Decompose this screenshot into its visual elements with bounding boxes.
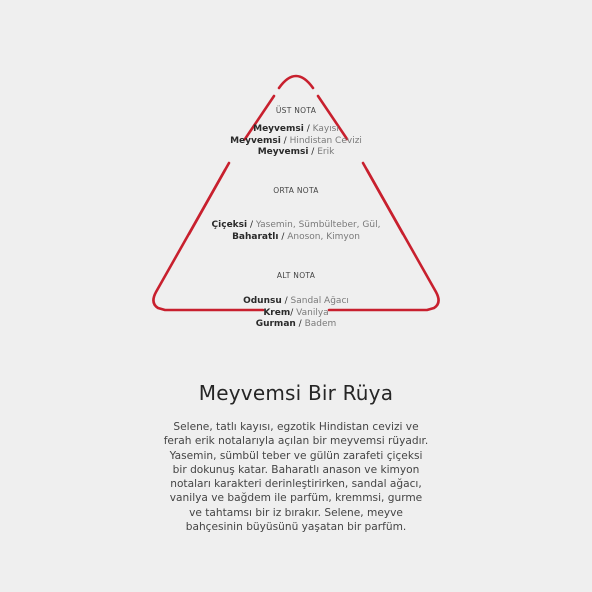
note-line bbox=[146, 308, 446, 320]
description-line: ve tahtamsı bir iz bırakır. Selene, meyve bbox=[189, 506, 403, 519]
note-separator: / bbox=[280, 135, 290, 146]
note-items: Anoson, Kimyon bbox=[287, 231, 360, 242]
note-items: Badem bbox=[304, 319, 337, 329]
note-line bbox=[146, 232, 446, 244]
note-items: Hindistan Cevizi bbox=[289, 135, 362, 146]
tier-middle bbox=[146, 186, 446, 243]
tier-label: ALT NOTA bbox=[276, 271, 316, 280]
note-category: Meyvemsi bbox=[253, 124, 304, 134]
note-separator: / bbox=[290, 307, 297, 318]
note-category: Baharatlı bbox=[232, 231, 279, 242]
note-line bbox=[146, 124, 446, 136]
note-category: Çiçeksi bbox=[211, 220, 248, 230]
note-category: Meyvemsi bbox=[230, 135, 281, 146]
note-items: Erik bbox=[317, 147, 335, 157]
product-title: Meyvemsi Bir Rüya bbox=[198, 381, 394, 405]
description-line: Yasemin, sümbül teber ve gülün zarafeti çiçeksi bbox=[169, 449, 423, 462]
description-line: Selene, tatlı kayısı, egzotik Hindistan cevizi ve bbox=[173, 421, 419, 433]
note-category: Odunsu bbox=[243, 296, 282, 306]
tier-label: ORTA NOTA bbox=[273, 186, 319, 195]
note-separator: / bbox=[247, 220, 256, 230]
triangle-apex bbox=[279, 76, 313, 88]
description-line: ferah erik notalarıyla açılan bir meyvemsi rüyadır. bbox=[163, 435, 429, 448]
note-separator: / bbox=[278, 231, 288, 242]
tier-base bbox=[146, 271, 446, 331]
description-line: vanilya ve bağdem ile parfüm, kremmsi, gurme bbox=[169, 492, 423, 505]
tier-top bbox=[146, 106, 446, 159]
description-line: bahçesinin büyüsünü yaşatan bir parfüm. bbox=[185, 521, 407, 534]
tier-label: ÜST NOTA bbox=[275, 106, 317, 115]
note-separator: / bbox=[303, 124, 313, 134]
note-line bbox=[146, 296, 446, 308]
note-separator: / bbox=[281, 296, 291, 306]
product-description bbox=[146, 420, 446, 534]
note-category: Krem bbox=[263, 307, 291, 318]
note-items: Yasemin, Sümbülteber, Gül, bbox=[255, 220, 381, 230]
description-line: notaları karakteri derinleştirirken, sandal ağacı, bbox=[170, 478, 422, 491]
note-items: Vanilya bbox=[296, 307, 329, 318]
note-items: Sandal Ağacı bbox=[290, 296, 349, 306]
note-items: Kayısı bbox=[312, 124, 339, 134]
note-line bbox=[146, 220, 446, 232]
note-line bbox=[146, 147, 446, 159]
note-category: Meyvemsi bbox=[257, 147, 309, 157]
note-line bbox=[146, 136, 446, 148]
note-category: Gurman bbox=[255, 319, 296, 329]
note-separator: / bbox=[295, 319, 305, 329]
note-line bbox=[146, 319, 446, 331]
description-line: bir dokunuş katar. Baharatlı anason ve kimyon bbox=[172, 463, 420, 476]
note-separator: / bbox=[308, 147, 318, 157]
